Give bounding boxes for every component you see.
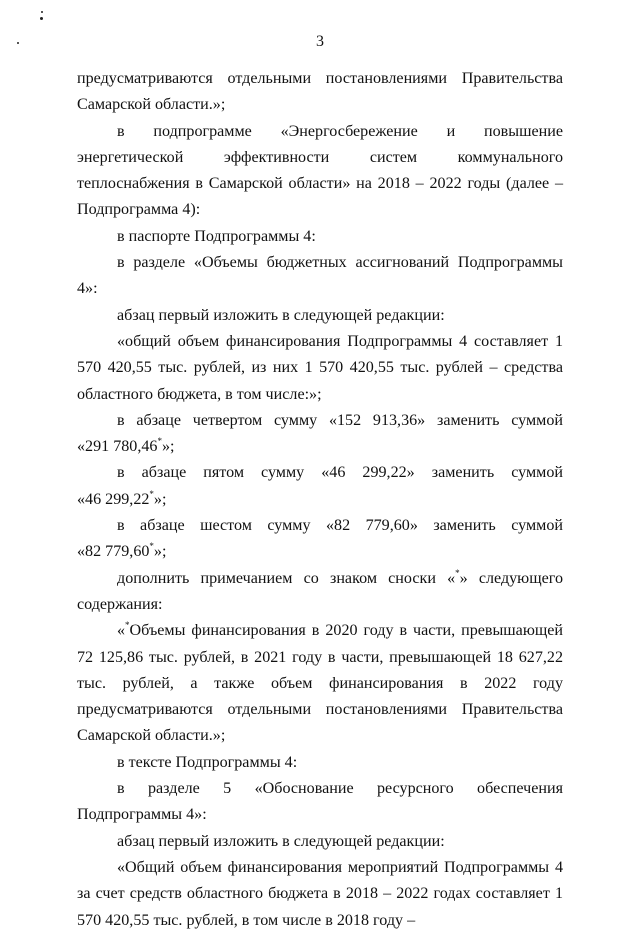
paragraph-first-abzac-2: абзац первый изложить в следующей редакции: bbox=[117, 832, 445, 850]
footnote-mark: * bbox=[157, 436, 162, 447]
closing-text: »; bbox=[161, 438, 175, 456]
paragraph-add-note-line-1 bbox=[77, 566, 563, 592]
paragraph-budget-section: в разделе «Объемы бюджетных ассигнований Подпрограммы 4»: bbox=[77, 254, 563, 298]
note-text-end: » следующего bbox=[459, 569, 563, 587]
footnote-mark: * bbox=[149, 541, 154, 552]
footnote-mark: * bbox=[149, 488, 154, 499]
paragraph-1-line-1: предусматриваются отдельными постановлениями Правительства bbox=[77, 70, 563, 87]
amount-text: «46 299,22 bbox=[77, 490, 150, 508]
paragraph-section-5: в разделе 5 «Обоснование ресурсного обеспечения Подпрограммы 4»: bbox=[77, 780, 563, 824]
paragraph-fourth-abzac-line-2 bbox=[77, 434, 563, 460]
page-number: 3 bbox=[316, 33, 324, 50]
paragraph-add-note-line-2: содержания: bbox=[77, 595, 163, 613]
paragraph-total-financing-2: «Общий объем финансирования мероприятий Подпрограммы 4 за счет средств областного бюджета в 2018 – 2022 годах составляет 1 570 420,55 тыс. рублей, в том числе в 2018 году – bbox=[77, 858, 563, 929]
scan-speck bbox=[41, 11, 43, 13]
amount-text: «291 780,46 bbox=[77, 438, 158, 456]
paragraph-fifth-abzac-line-1: в абзаце пятом сумму «46 299,22» заменить суммой bbox=[117, 464, 563, 482]
closing-text: »; bbox=[153, 490, 167, 508]
footnote-mark: * bbox=[455, 567, 460, 578]
paragraph-1-line-2: Самарской области.»; bbox=[77, 96, 226, 114]
footnote-mark: * bbox=[125, 620, 130, 631]
footnote-body: Объемы финансирования в 2020 году в части, превышающей 72 125,86 тыс. рублей, в 2021 году в части, превышающей 18 627,22 тыс. рублей, а также объем финансирования в 2022 году предусматриваются отдельными постановлениями Правительства Самарской области.»; bbox=[77, 622, 563, 745]
paragraph-passport: в паспорте Подпрограммы 4: bbox=[117, 227, 316, 245]
note-text: дополнить примечанием со знаком сноски « bbox=[117, 569, 456, 587]
amount-text: «82 779,60 bbox=[77, 543, 150, 561]
closing-text: »; bbox=[153, 543, 167, 561]
paragraph-sixth-abzac-line-1: в абзаце шестом сумму «82 779,60» заменить суммой bbox=[117, 517, 563, 535]
paragraph-first-abzac: абзац первый изложить в следующей редакции: bbox=[117, 306, 445, 324]
paragraph-fifth-abzac-line-2 bbox=[77, 487, 563, 513]
open-quote: « bbox=[117, 622, 126, 640]
paragraph-footnote-text bbox=[77, 618, 563, 749]
scan-speck bbox=[40, 17, 43, 20]
paragraph-fourth-abzac-line-1: в абзаце четвертом сумму «152 913,36» заменить суммой bbox=[117, 411, 563, 429]
paragraph-subprogram-4: в подпрограмме «Энергосбережение и повышение энергетической эффективности систем коммунального теплоснабжения в Самарской области» на 2018 – 2022 годы (далее – Подпрограмма 4): bbox=[77, 122, 563, 219]
paragraph-total-financing: «общий объем финансирования Подпрограммы 4 составляет 1 570 420,55 тыс. рублей, из них 1 570 420,55 тыс. рублей – средства областного бюджета, в том числе:»; bbox=[77, 332, 563, 403]
paragraph-sixth-abzac-line-2 bbox=[77, 539, 563, 565]
paragraph-text-subprogram: в тексте Подпрограммы 4: bbox=[117, 753, 298, 771]
document-body bbox=[77, 66, 563, 934]
